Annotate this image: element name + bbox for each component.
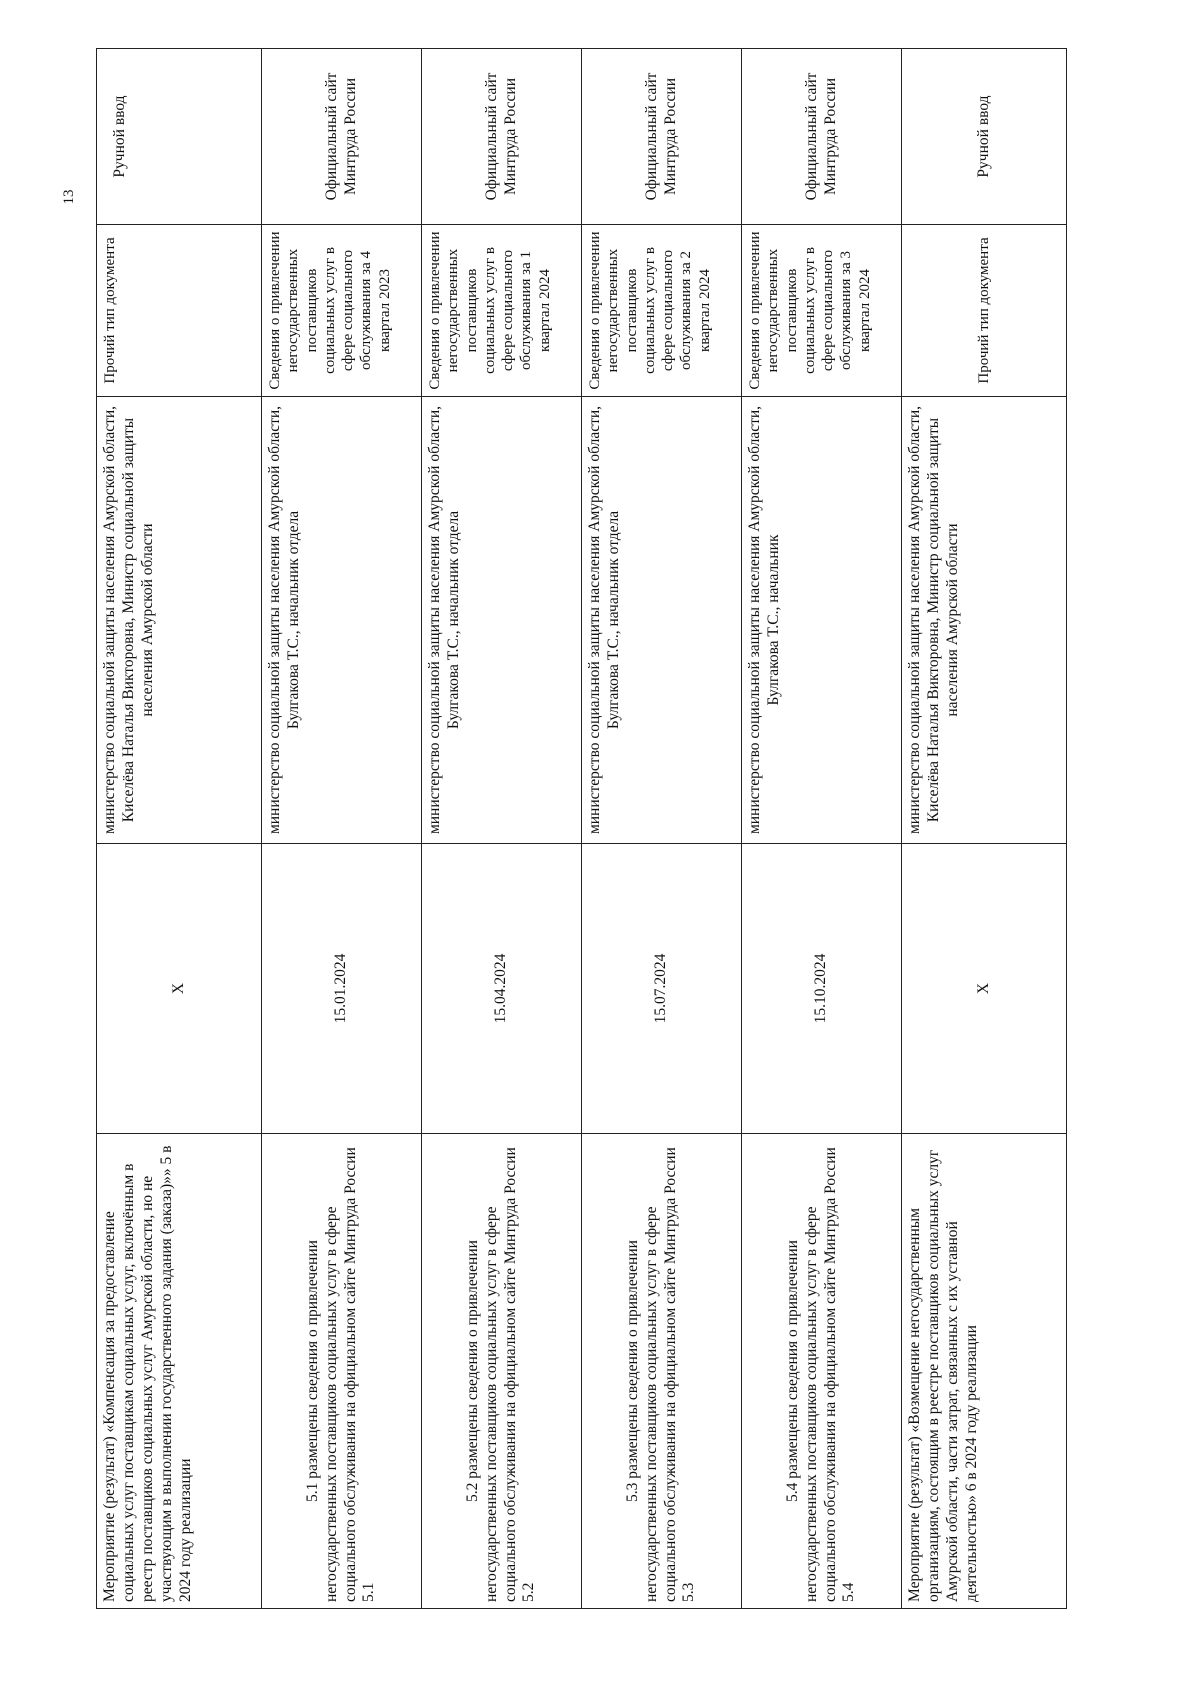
checkpoint-doc-type: Сведения о привлечении негосударственных поставщиков социальных услуг в сфере социального обслуживания за 1 квартал 2024 [422,225,582,397]
event-date: X [97,844,262,1134]
event-responsible: министерство социальной защиты населения Амурской области, Киселёва Наталья Викторовна, Министр социальной защиты населения Амурской области [97,397,262,844]
checkpoint-responsible: министерство социальной защиты населения Амурской области, Булгакова Т.С., начальник [742,397,902,844]
event-doc-type: Прочий тип документа [902,225,1067,397]
checkpoint-doc-type: Сведения о привлечении негосударственных поставщиков социальных услуг в сфере социального обслуживания за 4 квартал 2023 [262,225,422,397]
page-number: 13 [61,189,77,205]
table-row [262,49,422,1609]
checkpoint-doc-type: Сведения о привлечении негосударственных поставщиков социальных услуг в сфере социального обслуживания за 3 квартал 2024 [742,225,902,397]
checkpoint-date: 15.10.2024 [742,844,902,1134]
event-responsible: министерство социальной защиты населения Амурской области, Киселёва Наталья Викторовна, Министр социальной защиты населения Амурской области [902,397,1067,844]
event-name: Мероприятие (результат) «Компенсация за предоставление социальных услуг поставщикам социальных услуг, включённым в реестр поставщиков социальных услуг Амурской области, но не участвующим в выполнении государственного задания (заказа)»» 5 в 2024 году реализации [97,1134,262,1609]
checkpoint-source: Официальный сайт Минтруда России [262,49,422,225]
rotated-table-wrapper [96,72,1046,1609]
checkpoint-responsible: министерство социальной защиты населения Амурской области, Булгакова Т.С., начальник отдела [262,397,422,844]
checkpoint-name [422,1134,582,1609]
checkpoint-responsible: министерство социальной защиты населения Амурской области, Булгакова Т.С., начальник отдела [582,397,742,844]
event-source: Ручной ввод [97,49,262,225]
table-row [582,49,742,1609]
table-row [422,49,582,1609]
checkpoint-doc-type: Сведения о привлечении негосударственных поставщиков социальных услуг в сфере социального обслуживания за 2 квартал 2024 [582,225,742,397]
checkpoint-name-rest: негосударственных поставщиков социальных услуг в сфере социального обслуживания на официальном сайте Минтруда России 5.3 [642,1147,698,1602]
table-row [902,49,1067,1609]
checkpoint-name-first-line: 5.1 размещены сведения о привлечении [303,1240,321,1502]
event-source: Ручной ввод [902,49,1067,225]
checkpoint-name-first-line: 5.3 размещены сведения о привлечении [623,1240,641,1502]
table-row [742,49,902,1609]
checkpoint-responsible: министерство социальной защиты населения Амурской области, Булгакова Т.С., начальник отдела [422,397,582,844]
checkpoint-name-rest: негосударственных поставщиков социальных услуг в сфере социального обслуживания на официальном сайте Минтруда России 5.4 [802,1147,858,1602]
checkpoint-source: Официальный сайт Минтруда России [422,49,582,225]
checkpoint-name-first-line: 5.4 размещены сведения о привлечении [783,1240,801,1502]
checkpoint-name-rest: негосударственных поставщиков социальных услуг в сфере социального обслуживания на официальном сайте Минтруда России 5.1 [322,1147,378,1602]
checkpoint-name-first-line: 5.2 размещены сведения о привлечении [463,1240,481,1502]
checkpoint-date: 15.01.2024 [262,844,422,1134]
checkpoint-source: Официальный сайт Минтруда России [742,49,902,225]
checkpoint-date: 15.04.2024 [422,844,582,1134]
checkpoint-name [262,1134,422,1609]
plan-table [96,48,1067,1609]
event-name: Мероприятие (результат) «Возмещение негосударственным организациям, состоящим в реестре поставщиков социальных услуг Амурской области, части затрат, связанных с их уставной деятельностью» 6 в 2024 году реализации [902,1134,1067,1609]
checkpoint-name [582,1134,742,1609]
event-date: X [902,844,1067,1134]
table-row [97,49,262,1609]
event-doc-type: Прочий тип документа [97,225,262,397]
checkpoint-name [742,1134,902,1609]
checkpoint-source: Официальный сайт Минтруда России [582,49,742,225]
checkpoint-date: 15.07.2024 [582,844,742,1134]
checkpoint-name-rest: негосударственных поставщиков социальных услуг в сфере социального обслуживания на официальном сайте Минтруда России 5.2 [482,1147,538,1602]
